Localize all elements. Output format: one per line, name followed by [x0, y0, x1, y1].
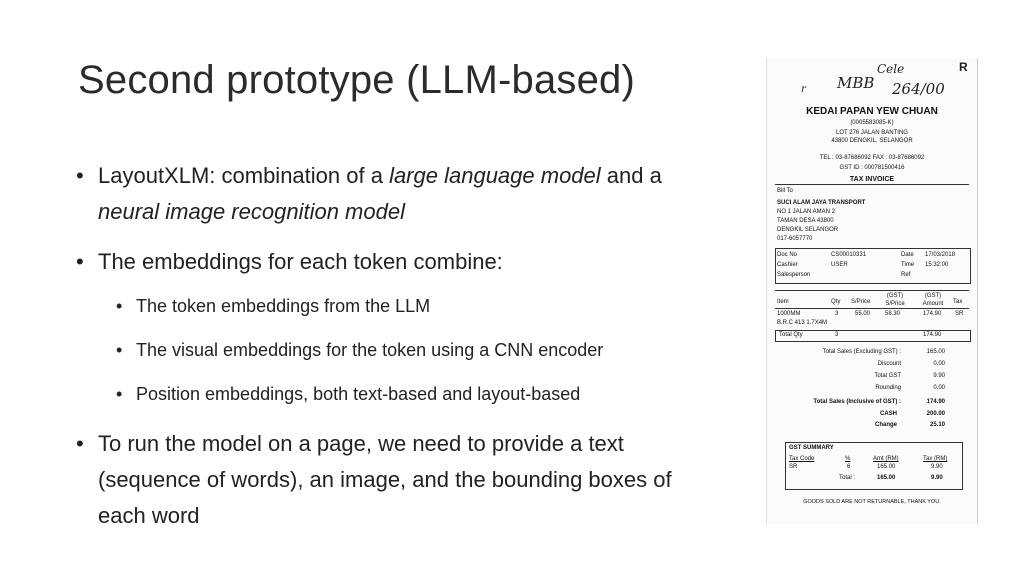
receipt-rounding: 0.00 [933, 385, 945, 391]
receipt-gst-id: GST ID : 000781500416 [839, 165, 905, 171]
receipt-gst-col-code: Tax Code [789, 456, 815, 462]
receipt-gst-pct: 6 [847, 464, 851, 470]
receipt-gst-total-amt: 165.00 [877, 475, 896, 481]
emphasis-image-model: neural image recognition model [98, 199, 405, 224]
receipt-divider [775, 184, 969, 185]
receipt-bill-to-label: Bill To [777, 188, 793, 194]
handwritten-note: 264/00 [892, 80, 945, 98]
receipt-doc-no-label: Doc No [777, 252, 798, 258]
receipt-time-label: Time [901, 262, 915, 268]
emphasis-llm: large language model [389, 163, 601, 188]
receipt-total-qty-box [775, 330, 971, 342]
receipt-gst-total-label: Total : [839, 475, 856, 481]
receipt-divider [775, 308, 969, 309]
receipt-cash-label: CASH [879, 411, 897, 417]
receipt-item-sprice: 55.00 [855, 311, 871, 317]
receipt-doc-no: CS00010331 [831, 252, 867, 258]
receipt-date-label: Date [901, 252, 914, 258]
receipt-item-desc: B.R.C 413 1.7X4M [777, 320, 828, 326]
bullet-run-model: • To run the model on a page, we need to provide a text (sequence of words), an image, and the bounding boxes of each word [76, 426, 716, 534]
receipt-change: 25.10 [929, 422, 945, 428]
receipt-bill-name: SUCI ALAM JAYA TRANSPORT [777, 200, 866, 206]
receipt-item-qty: 3 [835, 311, 839, 317]
handwritten-mark: r [801, 84, 806, 95]
receipt-shop-name: KEDAI PAPAN YEW CHUAN [806, 106, 938, 117]
receipt-gst-total-tax: 9.90 [931, 475, 943, 481]
receipt-sales-excl: 165.00 [926, 349, 945, 355]
receipt-change-label: Change [874, 422, 897, 428]
receipt-reg-no: (0005583085-K) [850, 120, 894, 126]
receipt-sales-incl: 174.90 [926, 399, 945, 405]
receipt-cashier: USER [831, 262, 848, 268]
receipt-gst-summary-label: GST SUMMARY [789, 445, 834, 451]
bullet-embeddings: • The embeddings for each token combine: [76, 244, 716, 280]
bullet-layoutxlm: • LayoutXLM: combination of a large language model and a neural image recognition model [76, 158, 716, 230]
receipt-item-tax: SR [955, 311, 964, 317]
receipt-total-gst: 9.90 [933, 373, 945, 379]
receipt-line-total: 174.90 [923, 332, 942, 338]
receipt-col-tax: Tax [953, 299, 963, 305]
receipt-divider [775, 290, 969, 291]
receipt-gst-col-tax: Tax (RM) [923, 456, 948, 462]
receipt-discount: 0.00 [933, 361, 945, 367]
receipt-discount-label: Discount [877, 361, 901, 367]
sub-bullet-position-embeddings: • Position embeddings, both text-based and layout-based [116, 382, 716, 406]
receipt-col-gst-sprice: (GST) S/Price [885, 293, 905, 307]
receipt-gst-tax: 9.90 [931, 464, 943, 470]
receipt-cashier-label: Cashier [777, 262, 798, 268]
receipt-phone: TEL : 03-87686092 FAX : 03-87686092 [819, 155, 925, 161]
receipt-total-gst-label: Total GST [874, 373, 901, 379]
receipt-rounding-label: Rounding [875, 385, 901, 391]
handwritten-note: MBB [837, 74, 875, 92]
receipt-image [766, 58, 978, 524]
receipt-ref-label: Ref [901, 272, 911, 278]
receipt-col-gst-amount: (GST) Amount [922, 293, 944, 307]
receipt-sales-excl-label: Total Sales (Excluding GST) : [822, 349, 901, 355]
sub-bullet-visual-embeddings: • The visual embeddings for the token using a CNN encoder [116, 338, 716, 362]
receipt-col-sprice: S/Price [851, 299, 871, 305]
receipt-total-qty: 3 [835, 332, 839, 338]
receipt-total-qty-label: Total Qty [779, 332, 803, 338]
receipt-bill-address: NO 1 JALAN AMAN 2 [777, 209, 836, 215]
receipt-bill-phone: 017-6057770 [777, 236, 813, 242]
receipt-gst-col-amt: Amt (RM) [873, 456, 899, 462]
receipt-item-amount: 174.90 [923, 311, 942, 317]
bullet-list [76, 158, 716, 548]
receipt-salesperson-label: Salesperson [777, 272, 811, 278]
receipt-col-qty: Qty [831, 299, 841, 305]
receipt-gst-amt: 165.00 [877, 464, 896, 470]
receipt-address: 43800 DENGKIL, SELANGOR [831, 138, 913, 144]
receipt-item-code: 1000MM [777, 311, 801, 317]
receipt-bill-address: DENGKIL SELANGOR [777, 227, 839, 233]
sub-bullet-token-embeddings: • The token embeddings from the LLM [116, 294, 716, 318]
receipt-sales-incl-label: Total Sales (Inclusive of GST) : [813, 399, 901, 405]
receipt-bill-address: TAMAN DESA 43800 [777, 218, 834, 224]
handwritten-note: Cele [877, 62, 905, 76]
receipt-col-item: Item [777, 299, 789, 305]
receipt-time: 15:32:00 [925, 262, 949, 268]
handwritten-note: R [959, 60, 968, 74]
receipt-date: 17/03/2018 [925, 252, 956, 258]
receipt-doc-type: TAX INVOICE [849, 176, 895, 183]
slide-title: Second prototype (LLM-based) [78, 58, 636, 102]
receipt-gst-col-pct: % [845, 456, 851, 462]
receipt-item-gst-sprice: 58.30 [885, 311, 901, 317]
receipt-footer: GOODS SOLD ARE NOT RETURNABLE, THANK YOU. [803, 499, 941, 505]
receipt-cash: 200.00 [926, 411, 945, 417]
receipt-address: LOT 276 JALAN BANTING [836, 130, 908, 136]
receipt-gst-code: SR [789, 464, 798, 470]
